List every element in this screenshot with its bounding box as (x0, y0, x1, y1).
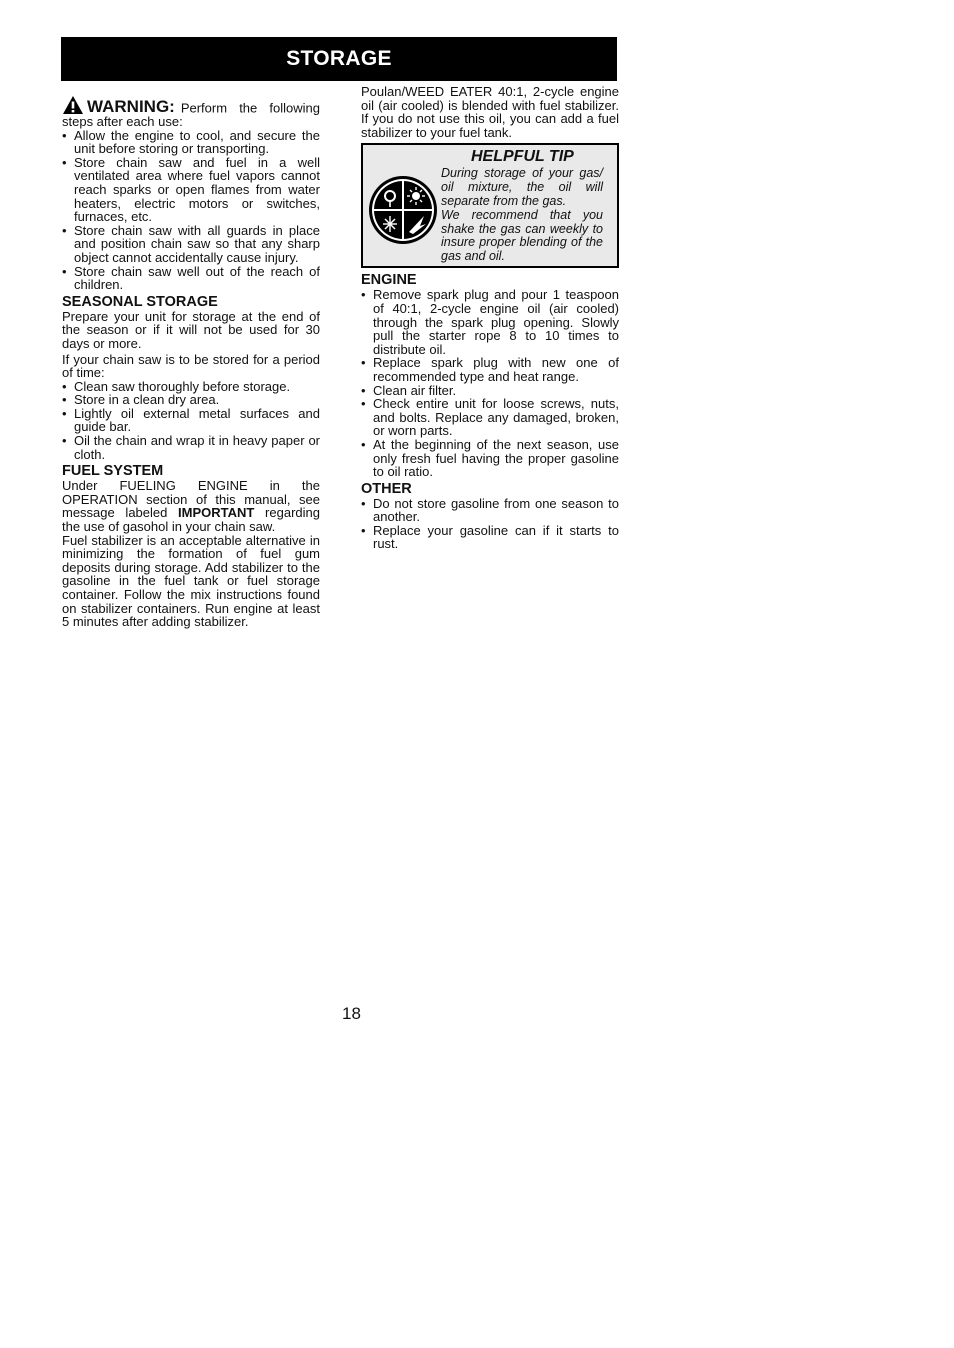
list-item: • Store chain saw and fuel in a well ventilated area where fuel vapors cannot reach sparks or open flames from water heaters, electric motors or switches, furnaces, etc. (62, 156, 320, 224)
list-item: • Allow the engine to cool, and secure the unit before storing or transporting. (62, 129, 320, 156)
list-item: • Replace spark plug with new one of recommended type and heat range. (361, 356, 619, 383)
helpful-tip-text (441, 167, 603, 264)
page-number: 18 (342, 1004, 361, 1023)
warning-triangle-icon (62, 95, 84, 115)
list-item: • Remove spark plug and pour 1 teaspoon of 40:1, 2-cycle engine oil (air cooled) through the spark plug opening. Slowly pull the starter rope 8 to 10 times to distribute oil. (361, 288, 619, 356)
list-item: • Store chain saw with all guards in place and position chain saw so that any sharp object cannot accidentally cause injury. (62, 224, 320, 265)
seasonal-paragraph-1: Prepare your unit for storage at the end of the season or if it will not be used for 30 days or more. (62, 308, 320, 351)
list-item: • Check entire unit for loose screws, nuts, and bolts. Replace any damaged, broken, or worn parts. (361, 397, 619, 438)
seasonal-paragraph-2: If your chain saw is to be stored for a period of time: (62, 351, 320, 381)
page-title: STORAGE (61, 37, 617, 81)
list-item: • Do not store gasoline from one season to another. (361, 497, 619, 524)
list-item: • Clean air filter. (361, 384, 619, 398)
warning-block (62, 95, 320, 292)
other-heading: OTHER (361, 480, 412, 497)
list-item: • At the beginning of the next season, use only fresh fuel having the proper gasoline to oil ratio. (361, 438, 619, 479)
warning-label: WARNING: (87, 97, 175, 116)
seasonal-list (62, 380, 320, 462)
tip-paragraph-2: We recommend that you shake the gas can weekly to insure proper blending of the gas and oil. (441, 207, 603, 264)
fuel-paragraph-2: Fuel stabilizer is an acceptable alternative in minimizing the formation of fuel gum deposits during storage. Add stabilizer to the gasoline in the fuel tank or fuel storage container. Follow the mix instructions found on stabilizer containers. Run engine at least 5 minutes after adding stabilizer. (62, 532, 320, 630)
fuel-p1-before: Under FUELING ENGINE in the OPERATION section of this manual, see message labeled (62, 478, 320, 521)
left-column (62, 95, 320, 629)
warning-intro: Perform the following steps after each use: (62, 100, 320, 129)
helpful-tip-title: HELPFUL TIP (471, 148, 574, 166)
list-item: • Lightly oil external metal surfaces and guide bar. (62, 407, 320, 434)
list-item: • Store chain saw well out of the reach of children. (62, 265, 320, 292)
fuel-system-heading: FUEL SYSTEM (62, 463, 164, 480)
fuel-p1-after: regarding the use of gasohol in your chain saw. (62, 505, 320, 535)
list-item: • Replace your gasoline can if it starts to rust. (361, 524, 619, 551)
tip-paragraph-1: During storage of your gas/ oil mixture, the oil will separate from the gas. (441, 166, 603, 208)
list-item: • Oil the chain and wrap it in heavy paper or cloth. (62, 434, 320, 461)
engine-list (361, 288, 619, 478)
seasons-icon (368, 174, 438, 246)
engine-heading: ENGINE (361, 272, 417, 289)
list-item: • Store in a clean dry area. (62, 393, 320, 407)
important-label: IMPORTANT (178, 505, 255, 521)
fuel-paragraph-1 (62, 479, 320, 533)
seasonal-storage-heading: SEASONAL STORAGE (62, 293, 218, 310)
helpful-tip-box (361, 143, 619, 268)
warning-list (62, 129, 320, 292)
list-item: • Clean saw thoroughly before storage. (62, 380, 320, 394)
right-column (361, 85, 619, 551)
oil-intro-paragraph: Poulan/WEED EATER 40:1, 2-cycle engine oil (air cooled) is blended with fuel stabilizer. If you do not use this oil, you can add a fuel stabilizer to your fuel tank. (361, 84, 619, 140)
other-list (361, 497, 619, 551)
